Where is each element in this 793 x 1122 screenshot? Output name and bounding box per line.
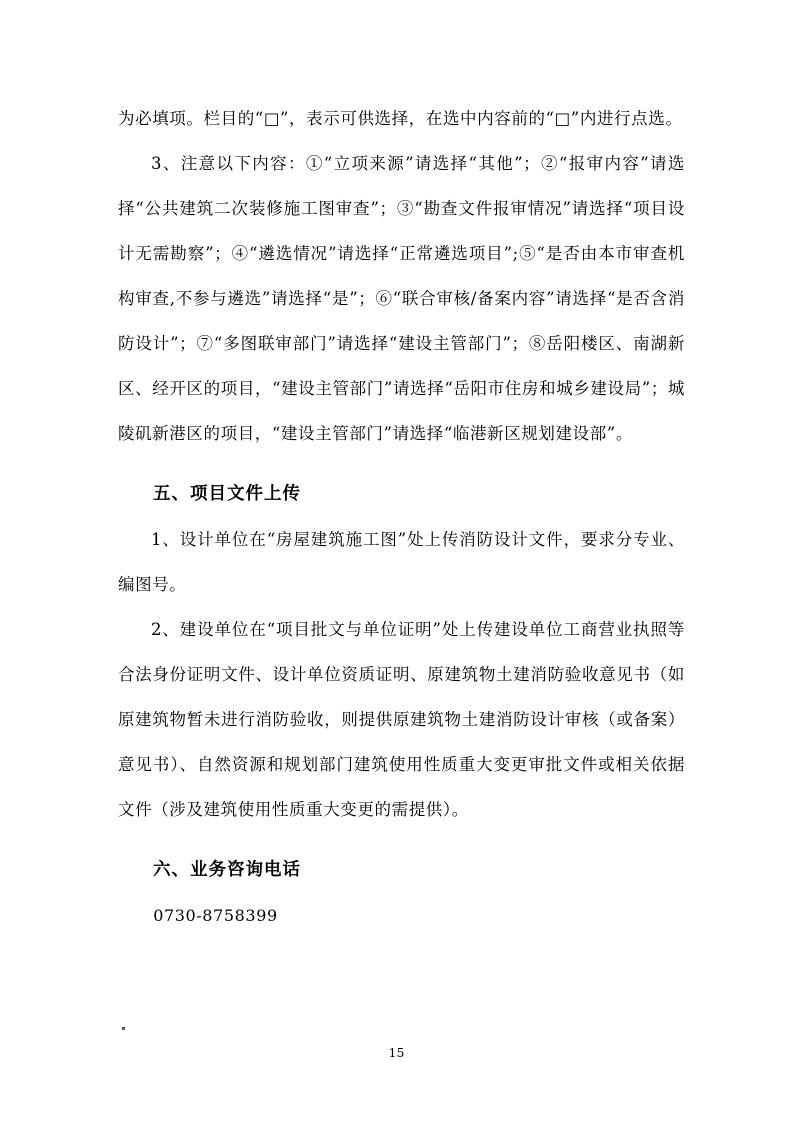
consultation-phone: 0730-8758399 [153, 906, 278, 925]
heading-section-six: 六、业务咨询电话 [153, 860, 301, 880]
paragraph-5-1: 1、设计单位在“房屋建筑施工图”处上传消防设计文件，要求分专业、编图号。 [118, 530, 685, 594]
heading-section-five: 五、项目文件上传 [153, 484, 301, 504]
paragraph-5-2: 2、建设单位在“项目批文与单位证明”处上传建设单位工商营业执照等合法身份证明文件、设计单位资质证明、原建筑物土建消防验收意见书（如原建筑物暂未进行消防验收，则提供原建筑物土建消防设计审核（或备案）意见书）、自然资源和规划部门建筑使用性质重大变更审批文件或相关依据文件（涉及建筑使用性质重大变更的需提供）。 [118, 620, 685, 819]
page-mark-dot [122, 1027, 125, 1030]
page-number: 15 [388, 1045, 405, 1060]
paragraph-item-3: 3、注意以下内容：①“立项来源”请选择“其他”；②“报审内容”请选择“公共建筑二次装修施工图审查”；③“勘查文件报审情况”请选择“项目设计无需勘察”；④“遴选情况”请选择“正常遴选项目”;⑤“是否由本市审查机构审查,不参与遴选”请选择“是”；⑥“联合审核/备案内容”请选择“是否含消防设计”；⑦“多图联审部门”请选择“建设主管部门”；⑧岳阳楼区、南湖新区、经开区的项目，“建设主管部门”请选择“岳阳市住房和城乡建设局”；城陵矶新港区的项目，“建设主管部门”请选择“临港新区规划建设部”。 [118, 154, 685, 443]
document-body [118, 96, 685, 938]
paragraph-continued: 为必填项。栏目的“□”，表示可供选择，在选中内容前的“□”内进行点选。 [118, 109, 683, 128]
